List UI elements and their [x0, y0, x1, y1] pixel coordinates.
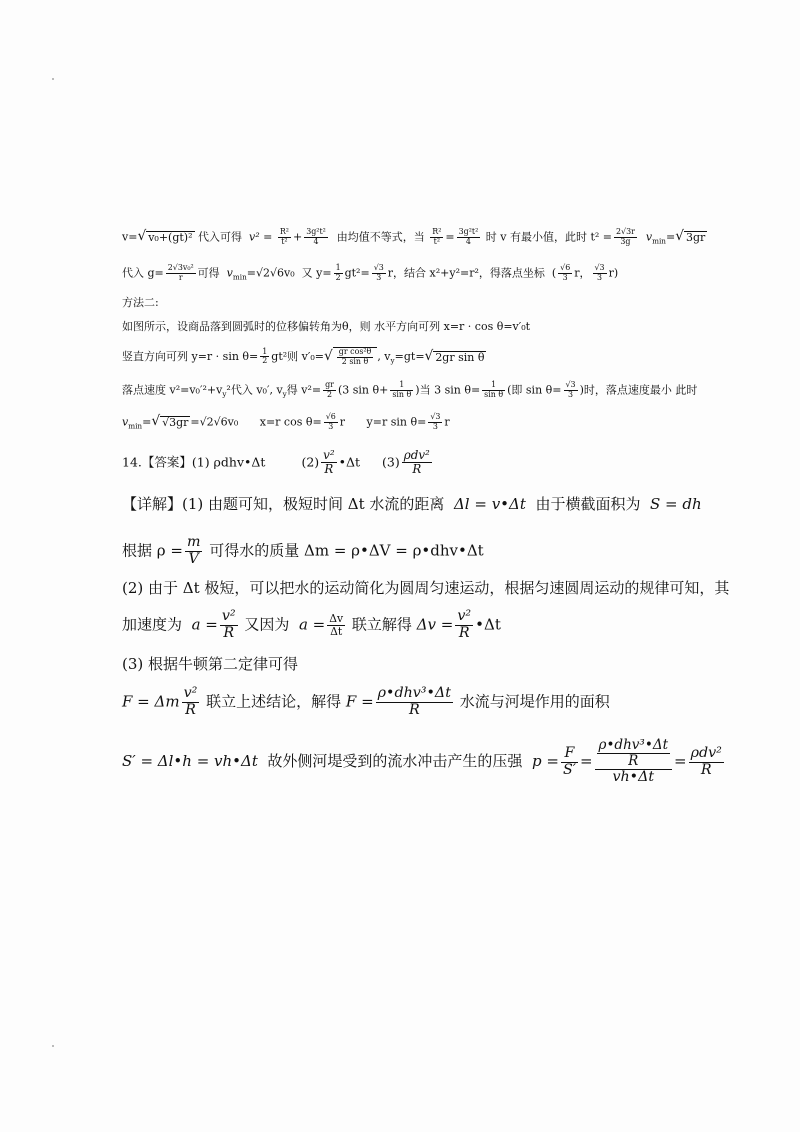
detail-line-2: 根据 ρ = $\frac{m}{V}$ 可得水的质量 Δm = ρ•ΔV = ρ•dhv•Δt	[122, 534, 484, 567]
detail-line-1: 【详解】(1) 由题可知，极短时间 Δt 水流的距离 Δl = v•Δt 由于横截面积为 S = dh	[122, 495, 702, 513]
method-two-heading: 方法二:	[122, 296, 159, 309]
detail-line-3: (2) 由于 Δt 极短，可以把水的运动简化为圆周匀速运动，根据匀速圆周运动的规律可知，其	[122, 579, 730, 597]
solution-line-1: v=√ v₀+(gt)² 代入可得 v² = $\frac{\text{R²}}{\text{t²}}$ + $\frac{\text{3g²t²}}{4}$ 由均值不等式，当 $\frac{\text{R²}}{\text{t²}}$ = $\frac{\text{3g²t²}}{4}$ 时 v 有最小值，此时 t² = $\frac{2√3r}{3g}$ $v_{min}=√$ 3gr	[122, 227, 706, 246]
solution-line-7: $v_{min}=√$ √3gr =√2√6v₀ x=r cos θ= $\frac{√6}{3}$ r y=r sin θ= $\frac{√3}{3}$ r	[122, 412, 450, 431]
solution-line-4: 如图所示，设商品落到圆弧时的位移偏转角为θ，则 水平方向可列 x=r · cos θ=v′₀t	[122, 320, 531, 333]
solution-line-6: 落点速度 $v^2=v_0'^2+v_y^2$代入 v₀′, $v_y$得 v²= $\frac{gr}{2}$ (3 sin θ+ $\frac{1}{\text{sin θ}}$ )当 3 sin θ= $\frac{1}{\text{sin θ}}$ (即 sin θ= $\frac{√3}{3}$ )时，落点速度最小 此时	[122, 380, 698, 399]
solution-line-2: 代入 g= $\frac{\text{2√3v₀²}}{r}$ 可得 $v_{min}=√2√6v_0$ 又 y= $\frac{1}{2}$ gt²= $\frac{√3}{3}$ r，结合 x²+y²=r²，得落点坐标 ( $\frac{√6}{3}$ r， $\frac{√3}{3}$ r)	[122, 263, 619, 282]
scan-dust	[52, 78, 54, 80]
answer-14: 14.【答案】(1) ρdhv•Δt (2) $\frac{\text{v²}}{R}$ •Δt (3) $\frac{\text{ρdv²}}{R}$	[122, 448, 430, 477]
detail-line-4: 加速度为 a = $\frac{\text{v²}}{R}$ 又因为 a = $\frac{\Delta v}{\Delta t}$ 联立解得 Δv = $\frac{\text{v²}}{R}$ •Δt	[122, 608, 501, 641]
detail-line-5: (3) 根据牛顿第二定律可得	[122, 655, 299, 673]
scan-dust	[52, 1045, 54, 1047]
detail-line-6: F = Δm $\frac{\text{v²}}{R}$ 联立上述结论，解得 F = $\frac{\text{ρ•dhv³•Δt}}{R}$ 水流与河堤作用的面积	[122, 685, 610, 718]
solution-line-5: 竖直方向可列 y=r · sin θ= $\frac{1}{2}$ gt²则 v′₀=√ $\frac{\text{gr cos²θ}}{\text{2 sin θ}}$ , $v_y=gt=√$ 2gr sin θ	[122, 346, 485, 366]
detail-line-7: S′ = Δl•h = vh•Δt 故外侧河堤受到的流水冲击产生的压强 p = $\frac{F}{S'}$ = $\frac{\frac{\text{ρ•dhv³•Δt}}{R}}{vh•\Delta t}$ = $\frac{\text{ρdv²}}{R}$	[122, 737, 722, 786]
